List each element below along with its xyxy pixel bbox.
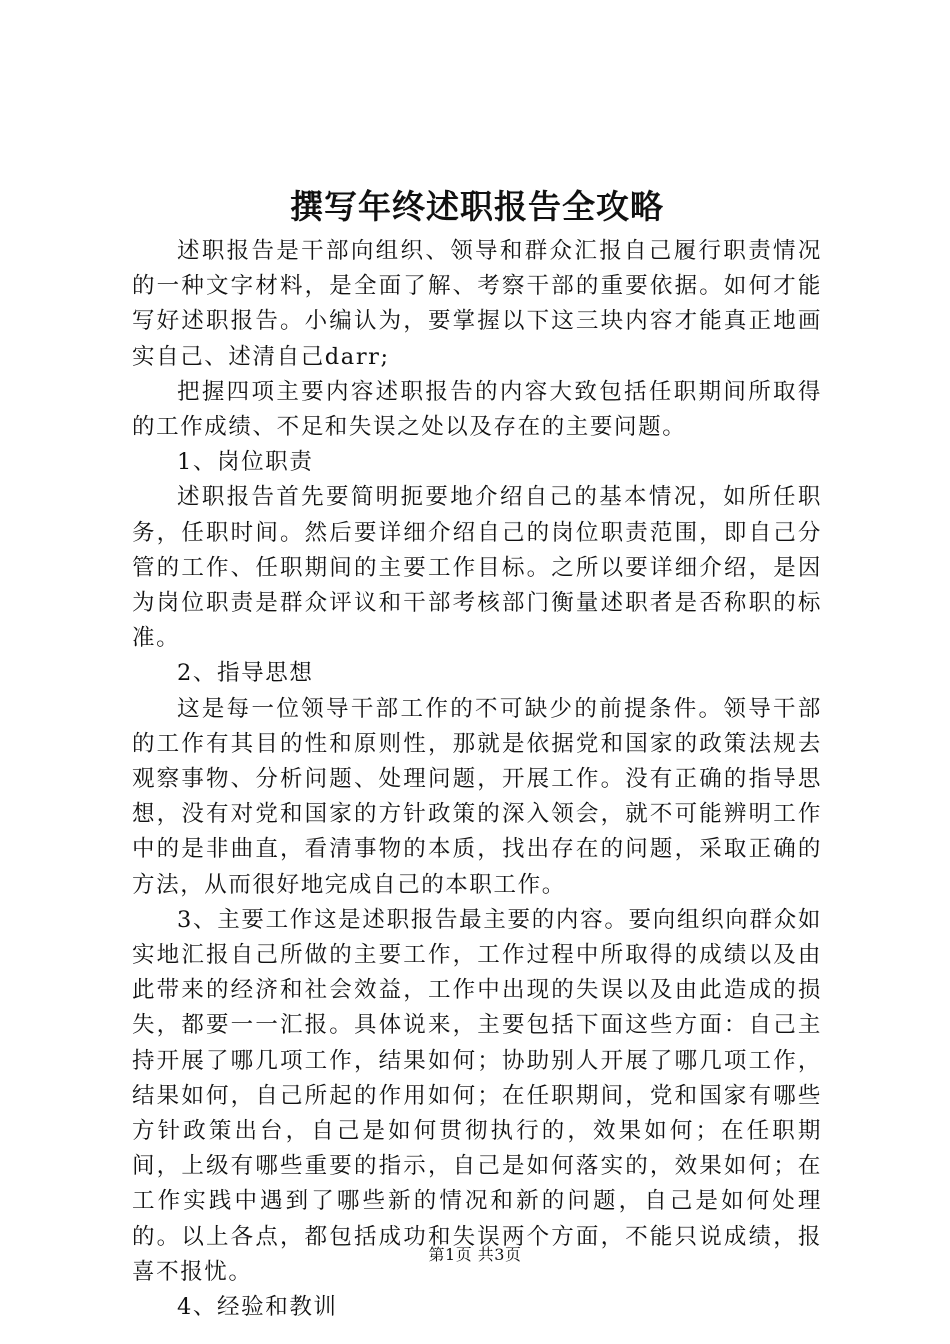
section-heading-guiding-thought: 2、指导思想: [177, 660, 314, 687]
paragraph-main-content: 把握四项主要内容述职报告的内容大致包括任职期间所取得的工作成绩、不足和失误之处以及存在的主要问题。: [132, 378, 822, 441]
page-footer: 第1页 共3页: [428, 1245, 522, 1264]
section-heading-job-duties: 1、岗位职责: [177, 449, 314, 476]
document-page: [132, 182, 822, 1325]
document-title: 撰写年终述职报告全攻略: [290, 187, 664, 226]
paragraph-main-work: 3、主要工作这是述职报告最主要的内容。要向组织向群众如实地汇报自己所做的主要工作，工作过程中所取得的成绩以及由此带来的经济和社会效益，工作中出现的失误以及由此造成的损失，都要一一汇报。具体说来，主要包括下面这些方面：自己主持开展了哪几项工作，结果如何；协助别人开展了哪几项工作，结果如何，自己所起的作用如何；在任职期间，党和国家有哪些方针政策出台，自己是如何贯彻执行的，效果如何；在任职期间，上级有哪些重要的指示，自己是如何落实的，效果如何；在工作实践中遇到了哪些新的情况和新的问题，自己是如何处理的。以上各点，都包括成功和失误两个方面，不能只说成绩，报喜不报忧。: [132, 906, 822, 1285]
paragraph-guiding-thought: 这是每一位领导干部工作的不可缺少的前提条件。领导干部的工作有其目的性和原则性，那就是依据党和国家的政策法规去观察事物、分析问题、处理问题，开展工作。没有正确的指导思想，没有对党和国家的方针政策的深入领会，就不可能辨明工作中的是非曲直，看清事物的本质，找出存在的问题，采取正确的方法，从而很好地完成自己的本职工作。: [132, 695, 822, 898]
paragraph-job-duties: 述职报告首先要简明扼要地介绍自己的基本情况，如所任职务，任职时间。然后要详细介绍自己的岗位职责范围，即自己分管的工作、任职期间的主要工作目标。之所以要详细介绍，是因为岗位职责是群众评议和干部考核部门衡量述职者是否称职的标准。: [132, 484, 822, 652]
section-heading-experience: 4、经验和教训: [177, 1294, 338, 1321]
paragraph-intro: 述职报告是干部向组织、领导和群众汇报自己履行职责情况的一种文字材料，是全面了解、考察干部的重要依据。如何才能写好述职报告。小编认为，要掌握以下这三块内容才能真正地画实自己、述清自己darr;: [132, 238, 822, 370]
